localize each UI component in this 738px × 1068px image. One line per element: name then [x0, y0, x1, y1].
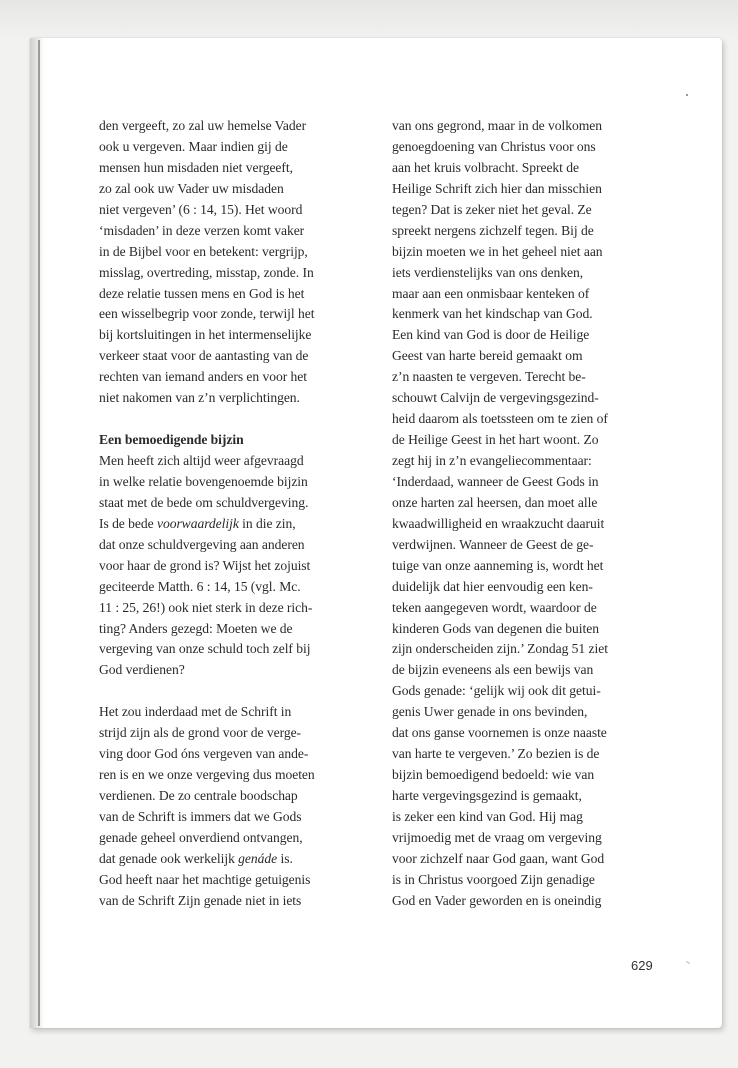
- text-line: [99, 304, 361, 325]
- text-line: [99, 472, 361, 493]
- text-line: [392, 430, 654, 451]
- text-line: [99, 891, 361, 912]
- text-line: [392, 619, 654, 640]
- text-fragment: genade geheel onverdiend ontvangen,: [99, 829, 303, 845]
- text-line: [392, 493, 654, 514]
- text-line: [392, 639, 654, 660]
- text-fragment: heid daarom als toetssteen om te zien of: [392, 411, 608, 427]
- text-line: [99, 284, 361, 305]
- text-line: [392, 807, 654, 828]
- text-fragment: kenmerk van het kindschap van God.: [392, 306, 593, 322]
- emphasis-text: voorwaardelijk: [156, 515, 239, 531]
- text-line: [99, 367, 361, 388]
- text-fragment: bijzin moeten we in het geheel niet aan: [392, 243, 603, 259]
- text-line: [99, 702, 361, 723]
- text-fragment: onze harten zal heersen, dan moet alle: [392, 494, 598, 510]
- text-line: [392, 849, 654, 870]
- text-fragment: vergeving van onze schuld toch zelf bij: [99, 641, 311, 657]
- emphasis-text: genáde: [238, 850, 278, 866]
- text-fragment: dat onze schuldvergeving aan anderen: [99, 536, 305, 552]
- text-fragment: geciteerde Matth. 6 : 14, 15 (vgl. Mc.: [99, 578, 301, 594]
- text-fragment: ‘misdaden’ in deze verzen komt vaker: [99, 222, 305, 238]
- text-fragment: strijd zijn als de grond voor de verge-: [99, 725, 302, 741]
- text-fragment: verdienen. De zo centrale boodschap: [99, 788, 298, 803]
- text-line: [392, 200, 654, 221]
- text-line: [99, 325, 361, 346]
- scan-speck: [686, 94, 688, 96]
- text-fragment: ook u vergeven. Maar indien gij de: [99, 138, 288, 154]
- text-line: [392, 367, 654, 388]
- text-fragment: God heeft naar het machtige getuigenis: [99, 871, 311, 887]
- text-fragment: ren is en we onze vergeving dus moeten: [99, 767, 315, 783]
- text-fragment: staat met de bede om schuldvergeving.: [99, 494, 309, 510]
- text-line: [99, 765, 361, 786]
- text-line: [99, 744, 361, 765]
- text-line: [392, 681, 654, 702]
- paragraph-gap: [99, 409, 361, 430]
- text-line: [99, 807, 361, 828]
- text-line: [99, 116, 361, 137]
- text-fragment: is in Christus voorgoed Zijn genadige: [392, 871, 595, 887]
- text-line: [392, 242, 654, 263]
- text-line: [99, 723, 361, 744]
- text-line: [99, 346, 361, 367]
- text-fragment: in welke relatie bovengenoemde bijzin: [99, 473, 308, 489]
- text-fragment: schouwt Calvijn de vergevingsgezind-: [392, 390, 599, 406]
- text-line: [392, 158, 654, 179]
- text-line: [99, 179, 361, 200]
- text-fragment: kwaadwilligheid en wraakzucht daaruit: [392, 515, 605, 531]
- text-fragment: niet nakomen van z’n verplichtingen.: [99, 390, 300, 406]
- text-fragment: Geest van harte bereid gemaakt om: [392, 348, 583, 364]
- text-fragment: een wisselbegrip voor zonde, terwijl het: [99, 306, 315, 322]
- text-fragment: teken aangegeven wordt, waardoor de: [392, 599, 597, 615]
- text-line: [392, 221, 654, 242]
- text-fragment: zo zal ook uw Vader uw misdaden: [99, 180, 284, 196]
- text-line: [99, 388, 361, 409]
- text-fragment: niet vergeven’ (6 : 14, 15). Het woord: [99, 201, 303, 217]
- text-line: [392, 744, 654, 765]
- text-fragment: zegt hij in z’n evangeliecommentaar:: [392, 453, 592, 468]
- text-fragment: Het zou inderdaad met de Schrift in: [99, 704, 292, 720]
- text-line: [392, 828, 654, 849]
- text-fragment: ting? Anders gezegd: Moeten we de: [99, 620, 293, 636]
- text-line: [392, 116, 654, 137]
- text-line: [392, 765, 654, 786]
- text-line: [99, 660, 361, 681]
- text-fragment: bij kortsluitingen in het intermenselijke: [99, 327, 312, 343]
- text-line: [392, 263, 654, 284]
- text-fragment: ‘Inderdaad, wanneer de Geest Gods in: [392, 473, 599, 489]
- text-fragment: iets verdienstelijks van ons denken,: [392, 264, 584, 280]
- text-fragment: genis Uwer genade in ons bevinden,: [392, 704, 588, 720]
- text-fragment: rechten van iemand anders en voor het: [99, 369, 308, 385]
- text-fragment: verdwijnen. Wanneer de Geest de ge-: [392, 536, 594, 552]
- text-fragment: zijn onderscheiden zijn.’ Zondag 51 ziet: [392, 641, 608, 657]
- text-fragment: aan het kruis volbracht. Spreekt de: [392, 159, 579, 175]
- text-line: [99, 137, 361, 158]
- text-line: [99, 849, 361, 870]
- text-fragment: ving door God óns vergeven van ande-: [99, 746, 309, 762]
- text-fragment: misslag, overtreding, misstap, zonde. In: [99, 264, 314, 280]
- text-line: [392, 472, 654, 493]
- text-fragment: voor zichzelf naar God gaan, want God: [392, 850, 605, 866]
- text-line: [392, 346, 654, 367]
- text-line: [99, 535, 361, 556]
- text-fragment: de Heilige Geest in het hart woont. Zo: [392, 432, 599, 448]
- text-fragment: Is de bede: [99, 515, 157, 531]
- text-fragment: z’n naasten te vergeven. Terecht be-: [392, 369, 586, 385]
- text-line: [392, 891, 654, 912]
- text-line: [392, 388, 654, 409]
- text-line: [392, 702, 654, 723]
- text-fragment: maar aan een onmisbaar kenteken of: [392, 285, 590, 301]
- text-fragment: tegen? Dat is zeker niet het geval. Ze: [392, 201, 592, 217]
- text-line: [392, 870, 654, 891]
- text-line: [392, 451, 654, 472]
- text-fragment: mensen hun misdaden niet vergeeft,: [99, 159, 293, 175]
- text-fragment: Een bemoedigende bijzin: [99, 432, 244, 448]
- text-fragment: voor haar de grond is? Wijst het zojuist: [99, 557, 311, 573]
- text-line: [392, 577, 654, 598]
- text-line: [99, 200, 361, 221]
- page-binding-gutter: [30, 38, 44, 1028]
- text-line: [99, 639, 361, 660]
- text-line: [99, 242, 361, 263]
- text-line: [99, 493, 361, 514]
- text-fragment: Heilige Schrift zich hier dan misschien: [392, 180, 602, 196]
- binding-edge-line: [38, 40, 40, 1026]
- scan-background: [0, 0, 738, 40]
- text-line: [99, 221, 361, 242]
- text-fragment: Een kind van God is door de Heilige: [392, 327, 590, 343]
- text-fragment: duidelijk dat hier eenvoudig een ken-: [392, 578, 593, 594]
- text-line: [99, 514, 361, 535]
- text-fragment: Gods genade: ‘gelijk wij ook dit getui-: [392, 683, 601, 699]
- text-fragment: dat genade ook werkelijk: [99, 850, 239, 866]
- text-fragment: van ons gegrond, maar in de volkomen: [392, 118, 602, 133]
- text-line: [392, 179, 654, 200]
- text-line: [392, 284, 654, 305]
- text-line: [392, 409, 654, 430]
- text-line: [392, 598, 654, 619]
- text-line: [99, 870, 361, 891]
- text-line: [99, 828, 361, 849]
- text-fragment: in de Bijbel voor en betekent: vergrijp,: [99, 243, 308, 259]
- text-column-right: [392, 116, 654, 912]
- text-column-left: [99, 116, 361, 912]
- text-fragment: is.: [277, 850, 293, 866]
- text-line: [392, 304, 654, 325]
- section-heading: [99, 430, 361, 451]
- paragraph-gap: [99, 681, 361, 702]
- text-line: [392, 514, 654, 535]
- text-line: [99, 577, 361, 598]
- text-fragment: God verdienen?: [99, 662, 185, 678]
- text-fragment: deze relatie tussen mens en God is het: [99, 285, 305, 301]
- text-line: [392, 556, 654, 577]
- text-line: [99, 451, 361, 472]
- text-fragment: kinderen Gods van degenen die buiten: [392, 620, 599, 636]
- text-fragment: bijzin bemoedigend bedoeld: wie van: [392, 767, 595, 783]
- text-line: [392, 137, 654, 158]
- text-fragment: God en Vader geworden en is oneindig: [392, 892, 602, 908]
- text-line: [392, 325, 654, 346]
- text-fragment: de bijzin eveneens als een bewijs van: [392, 662, 594, 678]
- text-fragment: van de Schrift Zijn genade niet in iets: [99, 892, 302, 908]
- page-number: 629: [631, 958, 653, 973]
- text-fragment: in die zin,: [238, 515, 296, 531]
- text-line: [99, 786, 361, 807]
- text-line: [392, 786, 654, 807]
- text-line: [99, 556, 361, 577]
- text-line: [392, 723, 654, 744]
- text-fragment: van harte te vergeven.’ Zo bezien is de: [392, 746, 600, 762]
- text-fragment: Men heeft zich altijd weer afgevraagd: [99, 453, 304, 468]
- text-fragment: tuige van onze aanneming is, wordt het: [392, 557, 604, 573]
- text-fragment: harte vergevingsgezind is gemaakt,: [392, 788, 582, 803]
- text-line: [392, 535, 654, 556]
- text-fragment: is zeker een kind van God. Hij mag: [392, 808, 583, 824]
- text-line: [99, 598, 361, 619]
- text-fragment: verkeer staat voor de aantasting van de: [99, 348, 309, 364]
- text-line: [99, 263, 361, 284]
- text-fragment: genoegdoening van Christus voor ons: [392, 138, 596, 154]
- text-line: [99, 158, 361, 179]
- text-fragment: vrijmoedig met de vraag om vergeving: [392, 829, 602, 845]
- text-fragment: van de Schrift is immers dat we Gods: [99, 808, 302, 824]
- text-line: [392, 660, 654, 681]
- text-fragment: 11 : 25, 26!) ook niet sterk in deze rich-: [99, 599, 313, 615]
- text-line: [99, 619, 361, 640]
- text-fragment: dat ons ganse voornemen is onze naaste: [392, 725, 607, 741]
- text-fragment: spreekt nergens zichzelf tegen. Bij de: [392, 222, 594, 238]
- text-fragment: den vergeeft, zo zal uw hemelse Vader: [99, 118, 307, 133]
